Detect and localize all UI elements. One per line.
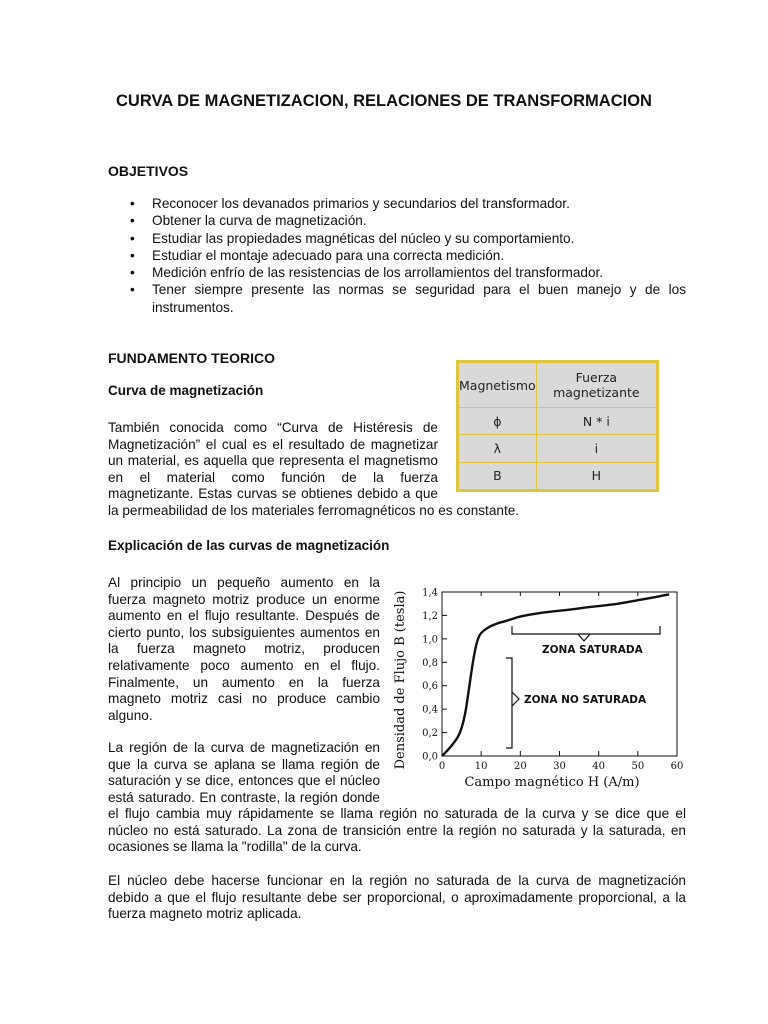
table-cell: ϕ [459, 408, 537, 435]
table-row [459, 435, 657, 462]
magnetization-chart [392, 572, 692, 792]
y-tick-label: 0,2 [422, 728, 438, 740]
y-axis-label: Densidad de Flujo B (tesla) [393, 590, 408, 770]
y-tick-label: 0,8 [422, 657, 438, 669]
explicacion-heading: Explicación de las curvas de magnetización [108, 538, 390, 553]
explicacion-paragraph-3: El núcleo debe hacerse funcionar en la región no saturada de la curva de magnetización debido a que el flujo resultante debe ser proporcional, o aproximadamente proporcional, a la fuerza magneto motriz aplicada. [108, 873, 686, 922]
table-row [459, 408, 657, 435]
zona-no-saturada-label: ZONA NO SATURADA [524, 694, 647, 706]
bullet-icon: • [130, 282, 135, 298]
table-cell: H [536, 462, 656, 489]
page-title: CURVA DE MAGNETIZACION, RELACIONES DE TRANSFORMACION [116, 92, 652, 110]
zona-saturada-pointer [578, 634, 590, 641]
y-tick-label: 0,4 [422, 704, 438, 716]
x-tick-label: 10 [474, 761, 488, 772]
plot-frame [442, 592, 677, 756]
curva-subheading: Curva de magnetización [108, 383, 264, 398]
list-item: • Estudiar el montaje adecuado para una correcta medición. [130, 247, 505, 263]
zona-no-saturada-bracket [506, 658, 512, 748]
fundamento-heading: FUNDAMENTO TEORICO [108, 350, 275, 366]
explicacion-paragraph-2a: La región de la curva de magnetización en que la curva se aplana se llama región de saturación y se dice, entonces que el núcleo está saturado. En contraste, la región donde [108, 740, 380, 805]
table-header: Fuerza magnetizante [536, 363, 656, 408]
y-tick-label: 1,2 [422, 610, 438, 622]
y-tick-label: 0,0 [422, 751, 438, 763]
objetivos-heading: OBJETIVOS [108, 163, 189, 179]
magnetismo-table [456, 360, 659, 492]
explicacion-paragraph-1: Al principio un pequeño aumento en la fuerza magneto motriz produce un enorme aumento en el flujo resultante. Después de cierto punto, los subsiguientes aumentos en la fuerza magneto motriz, producen relativamente poco aumento en el flujo. Finalmente, un aumento en la fuerza magneto motriz casi no produce cambio alguno. [108, 575, 380, 723]
x-tick-label: 50 [631, 761, 645, 772]
y-tick-label: 1,0 [422, 634, 438, 646]
y-tick-label: 0,6 [422, 681, 438, 693]
bullet-icon: • [130, 247, 135, 263]
table-header: Magnetismo [459, 363, 537, 408]
table-cell: i [536, 435, 656, 462]
table-cell: λ [459, 435, 537, 462]
curva-paragraph: También conocida como “Curva de Histéresis de Magnetización” el cual es el resultado de magnetizar un material, es aquella que representa el magnetismo en el material como función de la fuerza magnetizante. Estas curvas se obtienes debido a que [108, 420, 438, 502]
y-tick-label: 1,4 [422, 587, 438, 599]
list-item: • Estudiar las propiedades magnéticas del núcleo y su comportamiento. [130, 230, 575, 246]
curva-paragraph-last: la permeabilidad de los materiales ferromagnéticos no es constante. [108, 503, 520, 518]
objetivos-list [108, 195, 686, 316]
table-cell: B [459, 462, 537, 489]
zona-saturada-bracket [512, 626, 660, 634]
table-cell: N * i [536, 408, 656, 435]
bullet-icon: • [130, 196, 135, 211]
x-tick-label: 60 [670, 761, 684, 772]
x-tick-label: 40 [592, 761, 606, 772]
table-row [459, 462, 657, 489]
list-item: • Obtener la curva de magnetización. [130, 213, 367, 229]
list-item: • Tener siempre presente las normas se seguridad para el buen manejo y de los instrumentos. [130, 282, 686, 315]
zona-saturada-label: ZONA SATURADA [542, 644, 643, 656]
bullet-icon: • [130, 265, 135, 281]
list-item: • Medición enfrío de las resistencias de los arrollamientos del transformador. [130, 265, 604, 281]
zona-no-saturada-pointer [512, 692, 519, 706]
x-axis-label: Campo magnético H (A/m) [464, 775, 640, 790]
bullet-icon: • [130, 230, 135, 246]
bullet-icon: • [130, 213, 135, 229]
x-tick-label: 30 [553, 761, 566, 772]
x-tick-label: 0 [438, 761, 446, 772]
list-item: • Reconocer los devanados primarios y secundarios del transformador. [130, 196, 570, 211]
x-tick-label: 20 [513, 761, 527, 772]
bh-curve-line [442, 594, 669, 756]
explicacion-paragraph-2b: el flujo cambia muy rápidamente se llama región no saturada de la curva y se dice que el núcleo no está saturado. La zona de transición entre la región no saturada y la saturada, en ocasiones se llama la "rodilla" de la curva. [108, 806, 686, 855]
